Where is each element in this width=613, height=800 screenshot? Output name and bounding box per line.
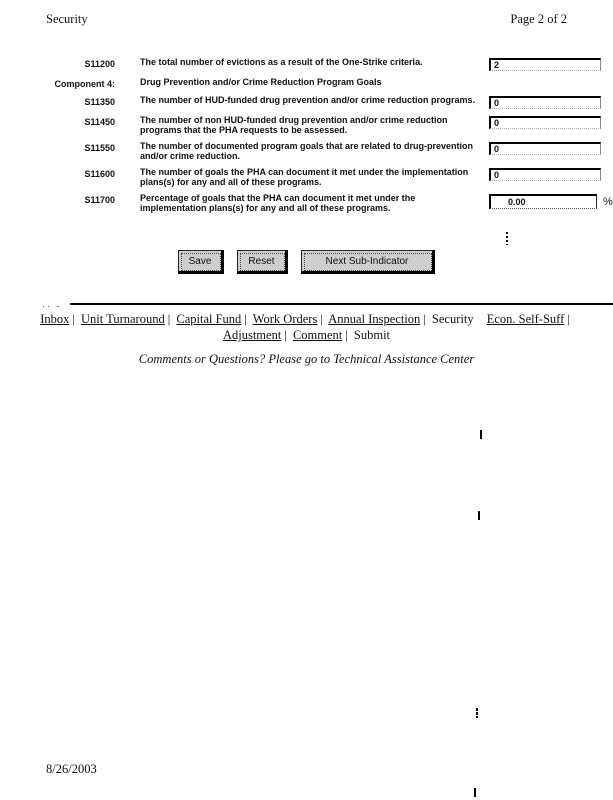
nav-separator: | [423,312,426,326]
horizontal-rule [70,303,613,305]
nav-separator: | [167,312,171,326]
percent-sign: % [603,196,613,208]
scan-artifact [480,430,482,439]
bottom-nav [0,311,613,343]
security-form [0,58,613,220]
nav-separator: | [567,312,570,326]
s11450-input[interactable] [489,116,601,129]
form-row-s11700 [0,194,613,213]
nav-link-work-orders[interactable]: Work Orders [252,312,318,326]
nav-link-adjustment[interactable]: Adjustment [222,328,282,342]
indicator-label: The number of HUD-funded drug prevention and/or crime reduction programs. [140,95,476,105]
component-title: Drug Prevention and/or Crime Reduction Program Goals [140,77,382,87]
nav-link-comment[interactable]: Comment [292,328,343,342]
s11200-input[interactable] [489,58,601,71]
indicator-code: S11450 [84,117,115,127]
scan-artifact [506,232,508,245]
nav-link-capital-fund[interactable]: Capital Fund [176,312,242,326]
form-row-s11600 [0,168,613,187]
component-code: Component 4: [54,79,115,89]
indicator-code: S11600 [84,169,115,179]
indicator-code: S11700 [84,195,115,205]
page-number: Page 2 of 2 [510,12,567,26]
indicator-label: The number of goals the PHA can document it met under the implementation plans(s) for any and all of these programs. [140,167,469,187]
form-row-component4 [0,78,613,89]
nav-separator: | [244,312,247,326]
indicator-label: The number of non HUD-funded drug prevention and/or crime reduction programs that the PHA requests to be assessed. [140,115,448,135]
nav-item-submit: Submit [353,328,391,342]
scan-artifact [478,511,480,520]
s11350-input[interactable] [489,96,601,109]
nav-separator: | [284,328,287,342]
comments-note: Comments or Questions? Please go to Technical Assistance Center [138,352,475,366]
form-row-s11200 [0,58,613,71]
nav-separator: | [72,312,75,326]
indicator-label: Percentage of goals that the PHA can document it met under the implementation plans(s) for any and all of these programs. [140,193,416,213]
form-buttons [0,250,613,274]
nav-link-unit-turnaround[interactable]: Unit Turnaround [81,312,165,326]
indicator-code: S11550 [84,143,115,153]
print-date: 8/26/2003 [46,762,97,776]
indicator-code: S11200 [84,59,115,69]
form-row-s11550 [0,142,613,161]
indicator-label: The total number of evictions as a result of the One-Strike criteria. [140,57,423,67]
scan-artifact-dots: ·· - [42,301,62,311]
nav-item-security-current: Security [431,312,474,326]
s11600-input[interactable] [489,168,601,181]
page-header-title: Security [46,12,88,26]
s11700-percent-input[interactable] [489,194,597,209]
nav-line-1 [0,311,613,327]
scan-artifact [476,708,478,718]
nav-link-inbox[interactable]: Inbox [40,312,70,326]
nav-link-annual-inspection[interactable]: Annual Inspection [328,312,421,326]
save-button[interactable]: Save [178,250,225,274]
nav-link-econ-self-suff[interactable]: Econ. Self-Suff [486,312,565,326]
nav-line-2 [0,327,613,343]
nav-separator: | [345,328,348,342]
form-row-s11450 [0,116,613,135]
indicator-label: The number of documented program goals that are related to drug-prevention and/or crime reduction. [140,141,474,161]
nav-separator: | [320,312,323,326]
s11550-input[interactable] [489,142,601,155]
reset-button[interactable]: Reset [237,250,287,274]
indicator-code: S11350 [84,97,115,107]
form-row-s11350 [0,96,613,109]
scan-artifact [474,788,476,797]
next-sub-indicator-button[interactable]: Next Sub-Indicator [301,250,436,274]
